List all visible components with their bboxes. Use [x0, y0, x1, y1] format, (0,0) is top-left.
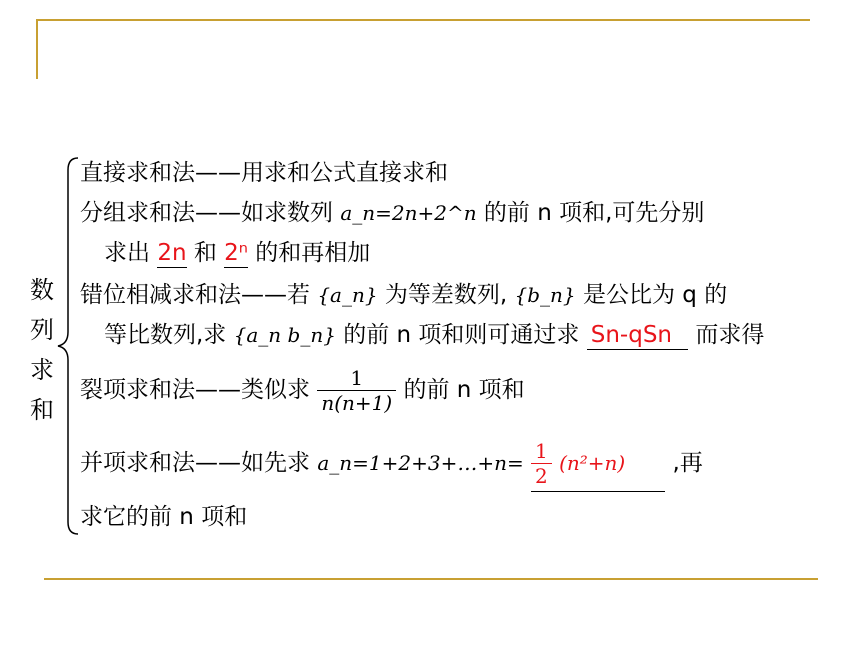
method-direct-text: 直接求和法——用求和公式直接求和	[80, 160, 448, 186]
misaligned-cont-text: 等比数列,求	[104, 322, 227, 348]
grouping-cont-tail: 的和再相加	[255, 240, 371, 266]
method-misaligned-cont	[104, 318, 764, 352]
merge-formula: a_n=1+2+3+…+n=	[317, 451, 524, 475]
seq-a: {a_n}	[317, 283, 378, 307]
bottom-rule	[44, 578, 818, 580]
top-rule	[36, 19, 810, 21]
method-merge-cont	[80, 500, 247, 534]
method-grouping-text: 分组求和法——如求数列	[80, 200, 333, 226]
misaligned-mid: 为等差数列,	[384, 282, 508, 308]
side-title: 数列求和	[30, 276, 54, 424]
method-grouping	[80, 196, 704, 230]
misaligned-cont-tail: 而求得	[695, 322, 765, 348]
grouping-cont-mid: 和	[193, 240, 217, 266]
grouping-formula: a_n=2n+2^n	[340, 201, 477, 225]
misaligned-text: 错位相减求和法——若	[80, 282, 310, 308]
method-misaligned	[80, 278, 727, 312]
misaligned-tail: 是公比为 q 的	[582, 282, 728, 308]
merge-tail: ,再	[672, 450, 703, 476]
split-term-tail: 的前 n 项和	[403, 377, 525, 403]
seq-ab: {a_n b_n}	[233, 323, 336, 347]
seq-b: {b_n}	[514, 283, 576, 307]
top-left-tick	[36, 19, 38, 79]
merge-text: 并项求和法——如先求	[80, 450, 310, 476]
left-brace	[56, 156, 82, 536]
answer-blank-1: 2n	[157, 240, 187, 266]
grouping-cont-prefix: 求出	[104, 240, 150, 266]
answer-blank-2: 2ⁿ	[224, 240, 248, 266]
method-direct	[80, 156, 448, 190]
method-grouping-cont	[104, 236, 370, 270]
method-split-term	[80, 362, 525, 418]
split-term-fraction: $\frac{1}{n(n+1)}$	[317, 366, 396, 416]
method-merge	[80, 434, 703, 492]
merge-cont-text: 求它的前 n 项和	[80, 504, 248, 530]
answer-blank-4: $\frac{1}{2}$ (n²+n)	[531, 434, 665, 492]
split-term-text: 裂项求和法——类似求	[80, 377, 310, 403]
answer-blank-3: Sn-qSn	[587, 318, 688, 352]
grouping-tail: 的前 n 项和,可先分别	[483, 200, 705, 226]
misaligned-cont-mid: 的前 n 项和则可通过求	[343, 322, 580, 348]
